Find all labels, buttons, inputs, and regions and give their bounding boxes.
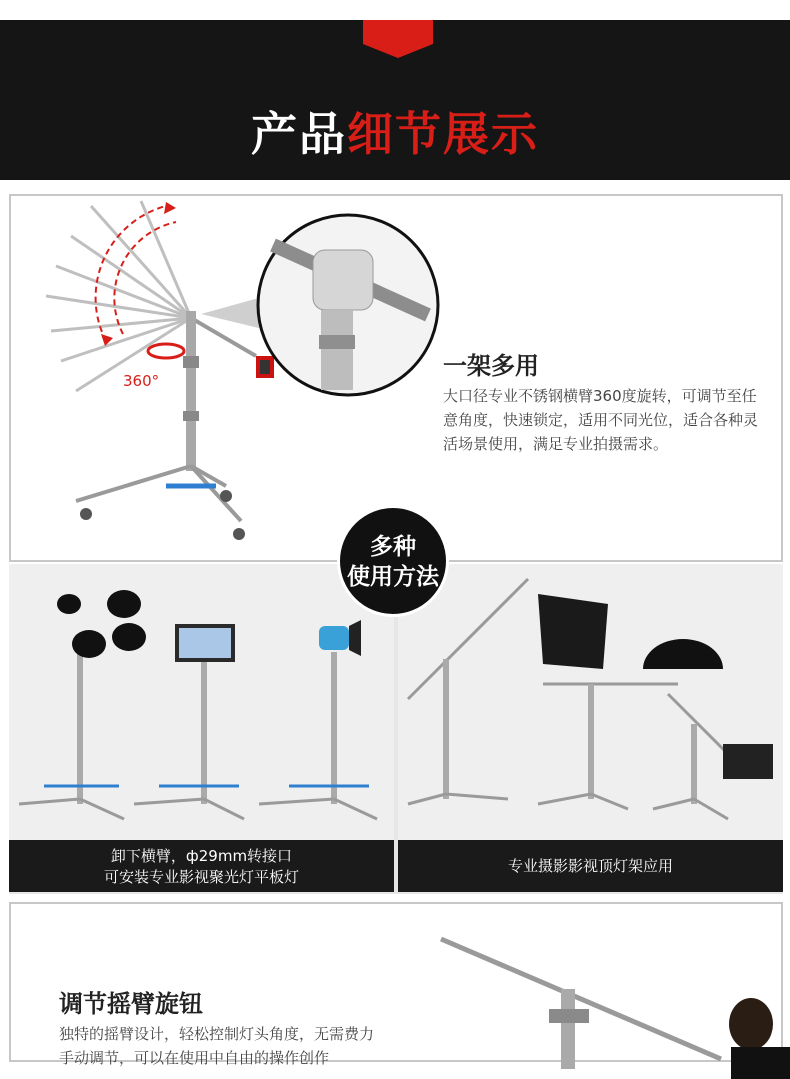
section-one-description: 大口径专业不锈钢横臂360度旋转，可调节至任意角度，快速锁定，适用不同光位，适合各种灵活场景使用，满足专业拍摄需求。 — [443, 387, 759, 453]
section-one-heading: 一架多用 — [443, 352, 539, 380]
section-three-heading: 调节摇臂旋钮 — [59, 990, 203, 1018]
section-three-description — [59, 1022, 439, 1070]
left-caption-line2: 可安装专业影视聚光灯平板灯 — [103, 868, 299, 886]
clamp-closeup-circle — [253, 210, 443, 400]
header-banner — [0, 20, 790, 180]
right-usage-caption: 专业摄影影视顶灯架应用 — [398, 840, 783, 892]
left-usage-panel — [9, 564, 394, 892]
usage-badge — [337, 505, 449, 617]
title-red: 细节展示 — [347, 107, 539, 161]
right-usage-panel — [398, 564, 783, 892]
section-three-line2: 手动调节，可以在使用中自由的操作创作 — [59, 1049, 330, 1067]
boom-overhead-illustration — [398, 564, 783, 834]
rotation-label: 360° — [123, 372, 160, 390]
left-caption-line1: 卸下横臂，ф29mm转接口 — [110, 847, 293, 865]
left-usage-caption — [9, 840, 394, 892]
boom-arm-illustration — [421, 929, 781, 1079]
badge-line2: 使用方法 — [347, 564, 439, 590]
title-white: 产品 — [251, 107, 347, 161]
section-three-line1: 独特的摇臂设计，轻松控制灯头角度，无需费力 — [59, 1025, 375, 1043]
light-stands-illustration — [9, 564, 394, 834]
page-title — [0, 98, 790, 164]
feature-panel-knob — [9, 902, 783, 1067]
badge-line1: 多种 — [370, 534, 416, 560]
red-tab-decoration — [363, 20, 433, 58]
